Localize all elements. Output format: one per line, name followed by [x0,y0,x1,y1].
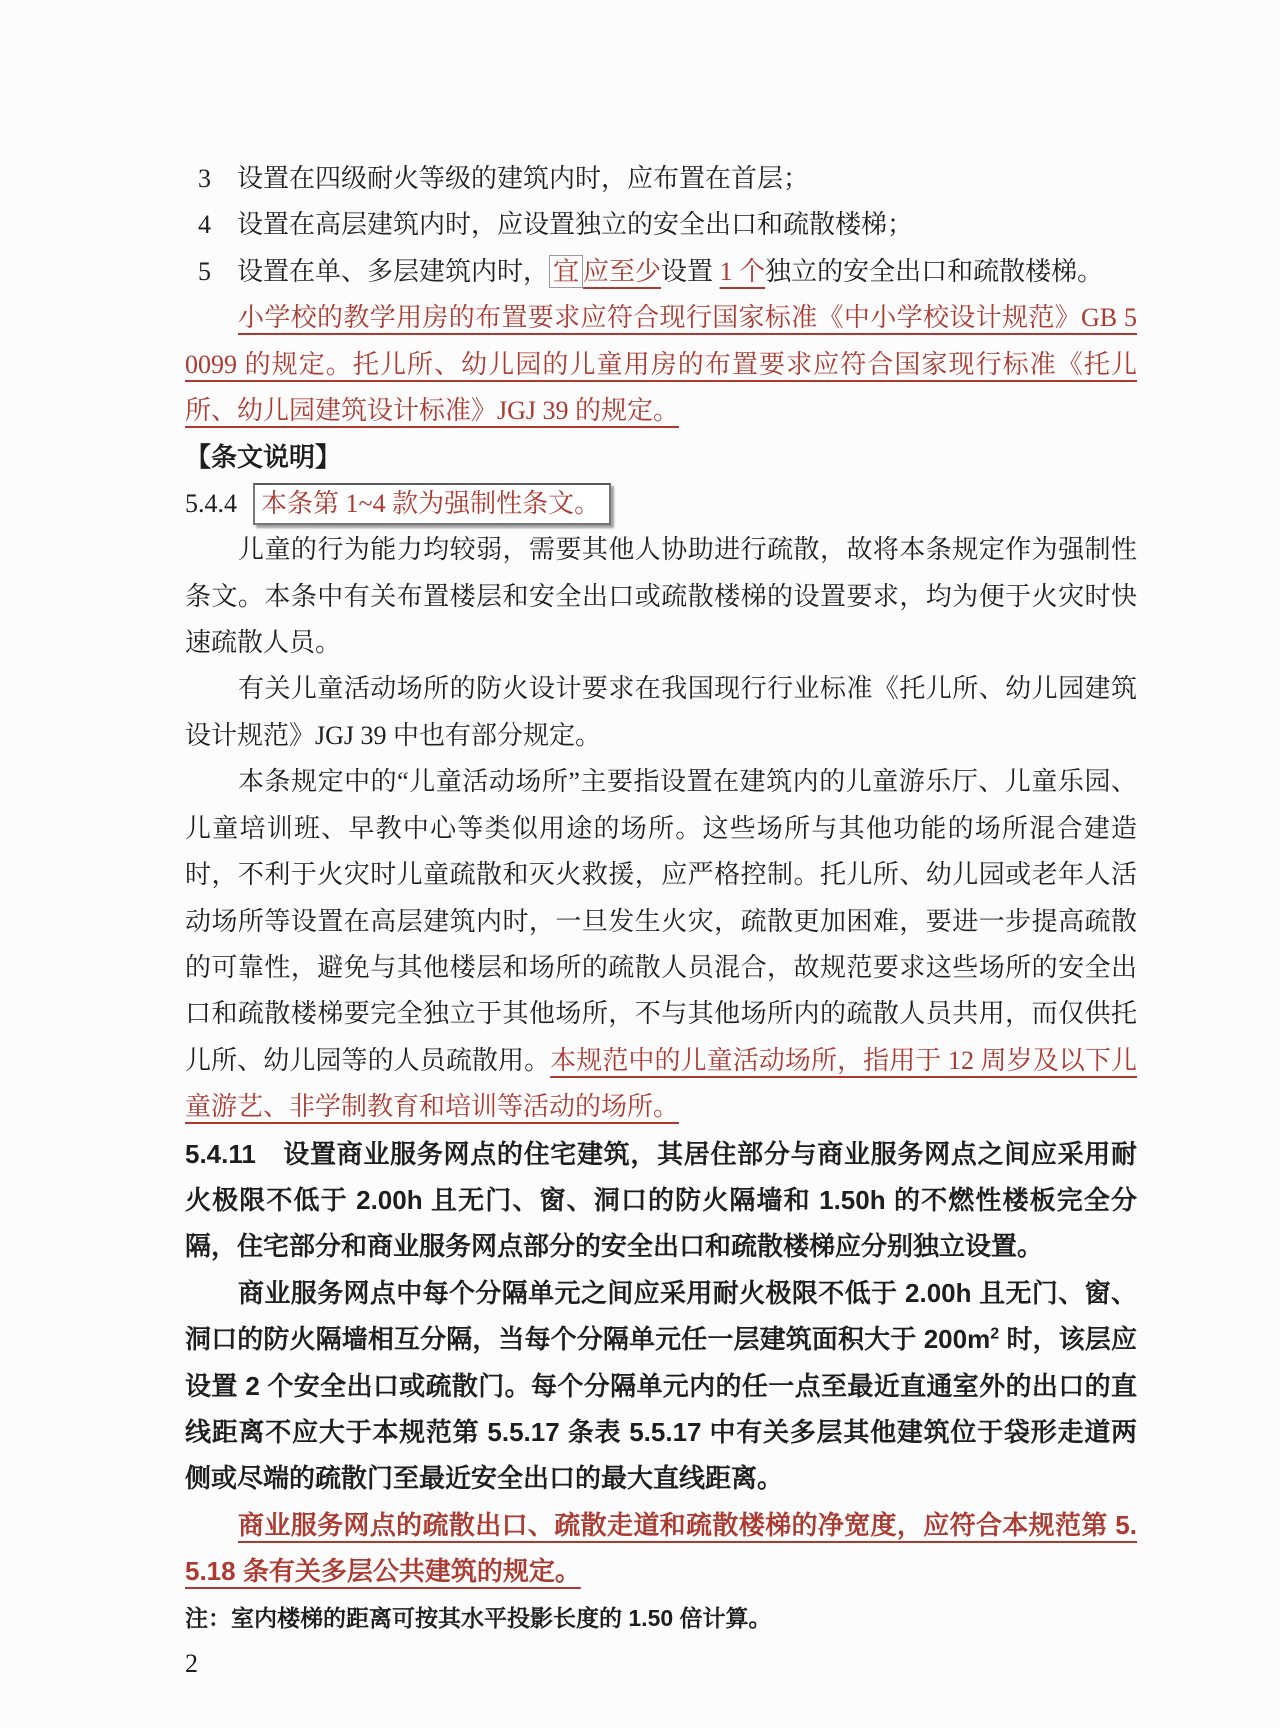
text-run: 时，该层应设置 2 个安全出口或疏散门。每个分隔单元内的任一点至最近直通室外的出口的直线距离不应大于本规范第 5.5.17 条表 5.5.17 中有关多层其他建筑位于袋形走道两侧或尽端的疏散门至最近安全出口的最大直线距离。 [185,1324,1137,1494]
clause-5-4-4-item-4 [185,202,1137,248]
explanation-para-2 [185,666,1137,759]
explanation-para-1 [185,527,1137,666]
page-number: 2 [185,1648,198,1678]
text-run: 宜 [549,255,583,288]
clause-5-4-4-added-para [185,295,1137,434]
text-run: 本条规定中的“儿童活动场所”主要指设置在建筑内的儿童游乐厅、儿童乐园、儿童培训班、早教中心等类似用途的场所。这些场所与其他功能的场所混合建造时，不利于火灾时儿童疏散和灭火救援，应严格控制。托儿所、幼儿园或老年人活动场所等设置在高层建筑内时，一旦发生火灾，疏散更加困难，要进一步提高疏散的可靠性，避免与其他楼层和场所的疏散人员混合，故规范要求这些场所的安全出口和疏散楼梯要完全独立于其他场所，不与其他场所内的疏散人员共用，而仅供托儿所、幼儿园等的人员疏散用。 [185,767,1137,1075]
text-run: 5.4.4 [185,488,237,518]
text-run: 商业服务网点的疏散出口、疏散走道和疏散楼梯的净宽度，应符合本规范第 5.5.18 条有关多层公共建筑的规定。 [185,1509,1137,1587]
clause-5-4-11 [185,1131,1137,1270]
clause-5-4-11-para-2 [185,1270,1137,1502]
document-body [185,156,1137,1687]
text-run: 5.4.11 设置商业服务网点的住宅建筑，其居住部分与商业服务网点之间应采用耐火极限不低于 2.00h 且无门、窗、洞口的防火隔墙和 1.50h 的不燃性楼板完全分隔，住宅部分和商业服务网点部分的安全出口和疏散楼梯应分别独立设置。 [185,1138,1137,1262]
clause-5-4-11-footnote [185,1595,1137,1641]
text-run: 2 [990,1324,1000,1343]
text-run: 【条文说明】 [185,442,342,473]
text-run: 设置 [661,256,720,286]
text-run: 本规范中的儿童活动场所，指用于 12 周岁及以下儿童游艺、非学制教育和培训等活动的场所。 [185,1045,1137,1122]
text-run: 3 设置在四级耐火等级的建筑内时，应布置在首层； [198,164,810,193]
clause-5-4-4-item-3 [185,156,1137,202]
text-run: 注：室内楼梯的距离可按其水平投影长度的 1.50 倍计算。 [185,1604,772,1631]
explanation-para-3 [185,759,1137,1130]
text-run: 有关儿童活动场所的防火设计要求在我国现行行业标准《托儿所、幼儿园建筑设计规范》JGJ 39 中也有部分规定。 [185,674,1137,750]
text-run: 独立的安全出口和疏散楼梯。 [765,256,1104,286]
text-run: 小学校的教学用房的布置要求应符合现行国家标准《中小学校设计规范》GB 50099 的规定。托儿所、幼儿园的儿童用房的布置要求应符合国家现行标准《托儿所、幼儿园建筑设计标准》JGJ 39 的规定。 [185,303,1137,426]
text-run: 5 设置在单、多层建筑内时， [198,256,550,286]
text-run: 应至少 [583,256,662,286]
text-run: 商业服务网点中每个分隔单元之间应采用耐火极限不低于 2.00h 且无门、窗、洞口的防火隔墙相互分隔，当每个分隔单元任一层建筑面积大于 200m [185,1277,1137,1355]
text-run: 儿童的行为能力均较弱，需要其他人协助进行疏散，故将本条规定作为强制性条文。本条中有关布置楼层和安全出口或疏散楼梯的设置要求，均为便于火灾时快速疏散人员。 [185,535,1137,658]
text-run: 本条第 1~4 款为强制性条文。 [253,483,611,525]
text-run: 4 设置在高层建筑内时，应设置独立的安全出口和疏散楼梯； [198,210,914,240]
clause-5-4-4-item-5 [185,249,1137,295]
clause-5-4-11-added-para [185,1502,1137,1595]
explanation-heading [185,434,1137,480]
text-run: 1 个 [719,256,766,286]
clause-5-4-4-mandatory-note [185,481,1137,527]
